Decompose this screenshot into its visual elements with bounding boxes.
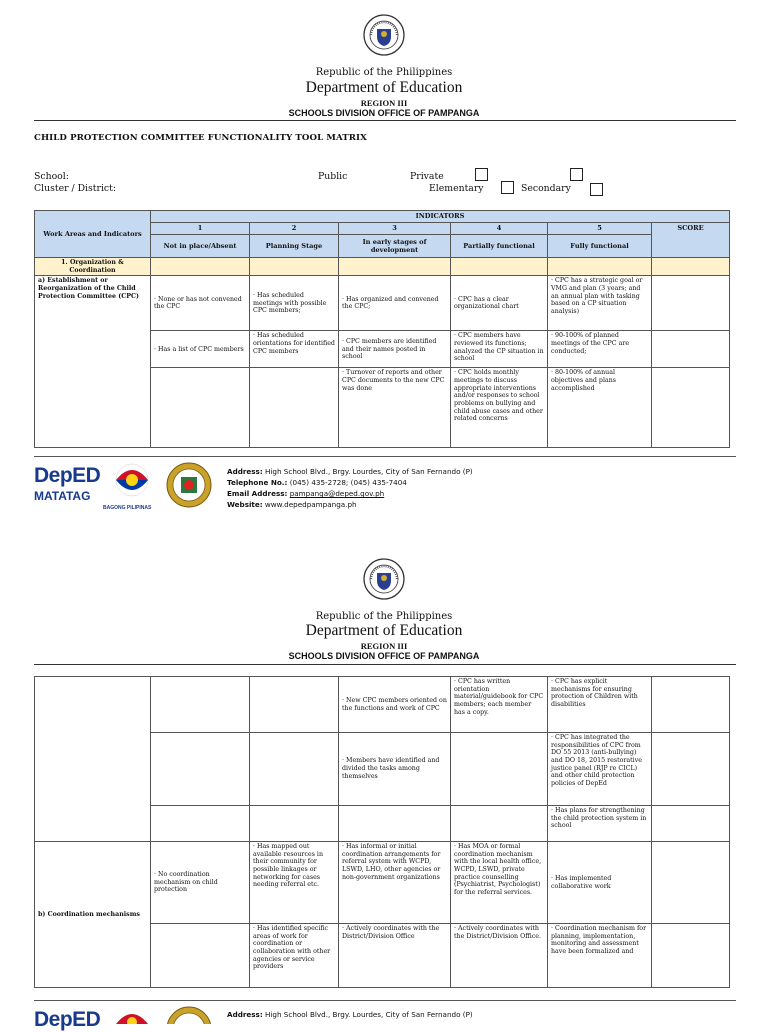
indicator-cell xyxy=(151,368,250,448)
bagong-pilipinas-text: BAGONG PILIPINAS xyxy=(103,505,152,511)
website-link[interactable]: www.depedpampanga.ph xyxy=(264,500,357,510)
sdo-pampanga-seal-icon xyxy=(166,1006,212,1024)
indicator-cell: · Has scheduled meetings with possible CPC members; xyxy=(250,276,339,331)
level-number: 5 xyxy=(548,223,652,235)
footer-contact xyxy=(227,1009,473,1020)
footer-contact xyxy=(227,466,473,511)
indicator-cell xyxy=(451,806,548,842)
telephone-label: Telephone No.: xyxy=(227,478,288,488)
indicator-cell: · Has mapped out available resources in their community for possible linkages or networking for cases needing referral etc. xyxy=(250,842,339,924)
cpc-matrix-table-page2 xyxy=(34,676,730,988)
bagong-pilipinas-logo-icon xyxy=(106,462,158,506)
bagong-pilipinas-logo-icon xyxy=(106,1006,158,1024)
private-checkbox[interactable] xyxy=(570,168,583,181)
department-title: Department of Education xyxy=(305,79,463,96)
level-number: 4 xyxy=(451,223,548,235)
indicator-cell: · CPC has written orientation material/guidebook for CPC members; each member has a copy. xyxy=(451,677,548,733)
indicator-cell: · CPC has a clear organizational chart xyxy=(451,276,548,331)
deped-seal-icon xyxy=(363,14,405,56)
website-label: Website: xyxy=(227,500,263,510)
indicator-cell: · Has MOA or formal coordination mechanism with the local health office, WCPD, LSWD, private practice counselling (Psychiatrist, Psychologist) for the referral services. xyxy=(451,842,548,924)
indicator-cell: · Has implemented collaborative work xyxy=(548,842,652,924)
header-divider xyxy=(34,664,736,665)
area-a-continued xyxy=(35,677,151,842)
public-checkbox[interactable] xyxy=(475,168,488,181)
address-value: High School Blvd., Brgy. Lourdes, City of San Fernando (P) xyxy=(265,467,473,476)
region-text: REGION III xyxy=(360,641,408,651)
indicator-cell: · 80-100% of annual objectives and plans accomplished xyxy=(548,368,652,448)
work-areas-header: Work Areas and Indicators xyxy=(35,211,151,258)
score-cell[interactable] xyxy=(652,924,730,988)
indicator-cell xyxy=(451,733,548,806)
score-cell[interactable] xyxy=(652,842,730,924)
score-cell[interactable] xyxy=(652,331,730,368)
level-name: Not in place/Absent xyxy=(151,235,250,258)
secondary-checkbox[interactable] xyxy=(590,183,603,196)
score-cell[interactable] xyxy=(652,276,730,331)
email-link[interactable]: pampanga@deped.gov.ph xyxy=(289,489,385,499)
division-text: SCHOOLS DIVISION OFFICE OF PAMPANGA xyxy=(288,651,480,661)
indicator-cell: · No coordination mechanism on child protection xyxy=(151,842,250,924)
elementary-checkbox[interactable] xyxy=(501,181,514,194)
score-cell[interactable] xyxy=(652,733,730,806)
division-text: SCHOOLS DIVISION OFFICE OF PAMPANGA xyxy=(288,108,480,118)
cpc-matrix-table-page1 xyxy=(34,210,730,448)
indicator-cell: · Actively coordinates with the District/Division Office. xyxy=(451,924,548,988)
cluster-label: Cluster / District: xyxy=(34,183,116,194)
indicator-cell: · Members have identified and divided the tasks among themselves xyxy=(339,733,451,806)
indicator-cell xyxy=(151,806,250,842)
elementary-label: Elementary xyxy=(429,183,484,194)
indicator-cell xyxy=(250,733,339,806)
level-number: 2 xyxy=(250,223,339,235)
republic-text: Republic of the Philippines xyxy=(315,611,453,622)
score-cell[interactable] xyxy=(652,677,730,733)
score-cell[interactable] xyxy=(652,806,730,842)
level-name: In early stages of development xyxy=(339,235,451,258)
indicator-cell xyxy=(151,733,250,806)
section-organization: 1. Organization & Coordination xyxy=(35,258,151,276)
indicator-cell: · Has plans for strengthening the child protection system in school xyxy=(548,806,652,842)
indicator-cell xyxy=(250,677,339,733)
indicator-cell: · None or has not convened the CPC xyxy=(151,276,250,331)
indicator-cell xyxy=(250,806,339,842)
sdo-pampanga-seal-icon xyxy=(166,462,212,508)
matatag-logo: MATATAG xyxy=(34,489,91,503)
deped-logo: DepED xyxy=(34,464,101,487)
indicator-cell: · Has identified specific areas of work for coordination or collaboration with other agencies or service providers xyxy=(250,924,339,988)
level-number: 1 xyxy=(151,223,250,235)
indicator-cell: · Coordination mechanism for planning, implementation, monitoring and assessment have been formalized and xyxy=(548,924,652,988)
level-name: Partially functional xyxy=(451,235,548,258)
document-title: CHILD PROTECTION COMMITTEE FUNCTIONALITY TOOL MATRIX xyxy=(34,133,367,143)
footer-divider xyxy=(34,1000,736,1001)
header-divider xyxy=(34,120,736,121)
indicator-cell: · Has organized and convened the CPC; xyxy=(339,276,451,331)
telephone-value: (045) 435-2728; (045) 435-7404 xyxy=(289,478,407,488)
indicator-cell xyxy=(151,677,250,733)
deped-logo: DepED xyxy=(34,1008,101,1031)
indicator-cell xyxy=(250,368,339,448)
indicator-cell xyxy=(339,806,451,842)
address-label: Address: xyxy=(227,467,263,476)
footer-divider xyxy=(34,456,736,457)
level-name: Fully functional xyxy=(548,235,652,258)
indicator-cell: · 90-100% of planned meetings of the CPC are conducted; xyxy=(548,331,652,368)
indicator-cell: · New CPC members oriented on the functions and work of CPC xyxy=(339,677,451,733)
school-label: School: xyxy=(34,171,69,182)
deped-seal-icon xyxy=(363,558,405,600)
secondary-label: Secondary xyxy=(521,183,571,194)
public-label: Public xyxy=(318,171,348,182)
indicator-cell: · CPC has integrated the responsibilities of CPC from DO 55 2013 (anti-bullying) and DO 18, 2015 restorative justice panel (RJP re CICL) and other child protection policies of DepEd xyxy=(548,733,652,806)
indicator-cell: · CPC has explicit mechanisms for ensuring protection of Children with disabilities xyxy=(548,677,652,733)
region-text: REGION III xyxy=(360,98,408,108)
address-value: High School Blvd., Brgy. Lourdes, City of San Fernando (P) xyxy=(265,1010,473,1019)
private-label: Private xyxy=(410,171,444,182)
indicators-header: INDICATORS xyxy=(151,211,730,223)
indicator-cell: · Actively coordinates with the District/Division Office xyxy=(339,924,451,988)
department-title: Department of Education xyxy=(305,622,463,639)
indicator-cell: · Has informal or initial coordination arrangements for referral system with WCPD, LSWD, LHO, other agencies or non-government organizations xyxy=(339,842,451,924)
indicator-cell xyxy=(151,924,250,988)
indicator-cell: · CPC holds monthly meetings to discuss appropriate interventions and/or responses to school problems on bullying and child abuse cases and other related concerns xyxy=(451,368,548,448)
level-number: 3 xyxy=(339,223,451,235)
indicator-cell: · CPC members have reviewed its functions; analyzed the CP situation in school xyxy=(451,331,548,368)
address-label: Address: xyxy=(227,1010,263,1019)
area-a-label: a) Establishment or Reorganization of the Child Protection Committee (CPC) xyxy=(35,276,151,448)
indicator-cell: · CPC members are identified and their names posted in school xyxy=(339,331,451,368)
score-header: SCORE xyxy=(652,223,730,258)
indicator-cell: · Has a list of CPC members xyxy=(151,331,250,368)
score-cell[interactable] xyxy=(652,368,730,448)
indicator-cell: · Turnover of reports and other CPC documents to the new CPC was done xyxy=(339,368,451,448)
republic-text: Republic of the Philippines xyxy=(315,67,453,78)
area-b-label: b) Coordination mechanisms xyxy=(35,842,151,988)
indicator-cell: · Has scheduled orientations for identified CPC members xyxy=(250,331,339,368)
indicator-cell: · CPC has a strategic goal or VMG and plan (3 years; and an annual plan with tasking based on a CP situation analysis) xyxy=(548,276,652,331)
level-name: Planning Stage xyxy=(250,235,339,258)
email-label: Email Address: xyxy=(227,489,288,499)
